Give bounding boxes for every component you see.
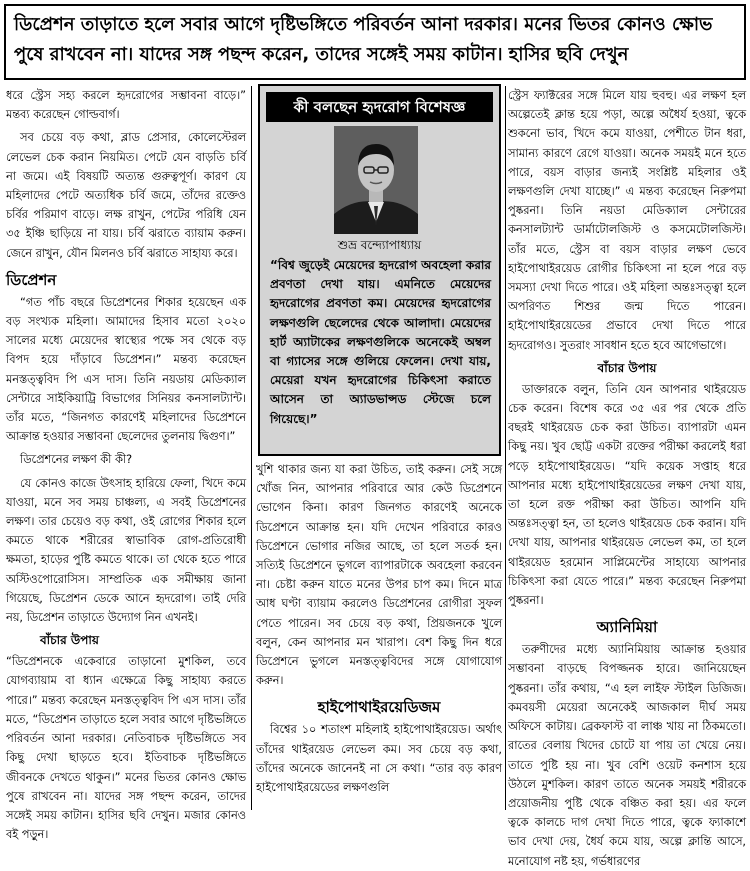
expert-quote-box: [258, 84, 501, 456]
paragraph: সব চেয়ে বড় কথা, ব্লাড প্রেসার, কোলেস্টেরল লেভেল চেক করান নিয়মিত। পেটে যেন বাড়তি চর্বি না জমে। এই বিষয়টি অত্যন্ত গুরুত্বপূর্ণ। কারণ যে মহিলাদের পেটে অত্যধিক চর্বি জমে, তাঁদের রক্তেও চর্বির পরিমাণ বাড়ে। লক্ষ রাখুন, পেটের পরিধি যেন ৩৫ ইঞ্চি ছাড়িয়ে না যায়। চর্বি ঝরাতে ব্যায়াম করুন। জেনে রাখুন, যৌন মিলনও চর্বি ঝরাতে সাহায্য করে।: [6, 131, 246, 260]
headline-banner: ডিপ্রেশন তাড়াতে হলে সবার আগে দৃষ্টিভঙ্গিতে পরিবর্তন আনা দরকার। মনের ভিতর কোনও ক্ষোভ পুষে রাখবেন না। যাদের সঙ্গ পছন্দ করেন, তাদের সঙ্গেই সময় কাটান। হাসির ছবি দেখুন: [4, 4, 746, 80]
section-heading-hypothyroidism: হাইপোথাইরয়েডিজম: [317, 698, 441, 717]
question-line: ডিপ্রেশনের লক্ষণ কী কী?: [20, 453, 133, 467]
column-divider: [505, 86, 506, 810]
expert-photo: [334, 126, 418, 234]
paragraph: স্ট্রেস ফ্যাক্টরের সঙ্গে মিলে যায় হুবহু। এর লক্ষণ হল অল্পেতেই ক্লান্ত হয়ে পড়া, অল্পে অধৈর্য হওয়া, ত্বকে শুকনো ভাব, খিদে কমে যাওয়া, পেশীতে টান ধরা, সামান্য কারণে রেগে যাওয়া। অনেক সময়ই মনে হতে পারে, বয়স বাড়ার জন্যই সংশ্লিষ্ট মহিলার ওই লক্ষণগুলি দেখা যাচ্ছে।” এ মন্তব্য করেছেন নিরুপমা পুষ্করনা। তিনি নয়ডা মেডিক্যাল সেন্টারের কনসালট্যান্ট ডার্মাটোলজিস্ট ও কসমেটোলজিস্ট। তাঁর মতে, স্ট্রেস বা বয়স বাড়ার লক্ষণ ভেবে হাইপোথাইরয়েড রোগীর চিকিৎসা না হলে পরে বড় সমস্যা দেখা দিতে পারে। ওই মহিলা অন্তঃসত্ত্বা হলে অপরিণত শিশুর জন্ম দিতে পারেন। হাইপোথাইরয়েডের প্রভাবে দেখা দিতে পারে হৃদরোগও। সুতরাং সাবধান হতে হবে আগেভাগে।: [508, 89, 746, 352]
paragraph: ডাক্তারকে বলুন, তিনি যেন আপনার থাইরয়েড চেক করেন। বিশেষ করে ৩৫ এর পর থেকে প্রতি বছরই থাইরয়েড চেক করা উচিত। ব্যাপারটা এমন কিছু নয়। খুব ছোট্ট একটা রক্তের পরীক্ষা করলেই ধরা পড়ে হাইপোথাইরয়েড। “যদি কয়েক সপ্তাহ ধরে আপনার মধ্যে হাইপোথাইরয়েডের লক্ষণ দেখা যায়, তা হলে রক্ত পরীক্ষা করা উচিত। আপনি যদি অন্তঃসত্ত্বা হন, তা হলেও থাইরয়েড চেক করান। যদি দেখা যায়, আপনার থাইরয়েড লেভেল কম, তা হলে থাইরয়েড হরমোন সাপ্লিমেন্টের সাহায্যে আপনার চিকিৎসা করা যেতে পারে।” মন্তব্য করেছেন নিরুপমা পুষ্করনা।: [508, 382, 746, 608]
paragraph: “গত পাঁচ বছরে ডিপ্রেশনের শিকার হয়েছেন এক বড় সংখ্যক মহিলা। আমাদের হিসাব মতো ২০২০ সালের মধ্যে মেয়েদের স্বাস্থ্যের পক্ষে সব থেকে বড় বিপদ হয়ে দাঁড়াবে ডিপ্রেশন।” মন্তব্য করেছেন মনস্তত্ত্ববিদ পি এস দাস। তিনি নয়ডায় মেডিক্যাল সেন্টারে সাইকিয়াট্রি বিভাগের সিনিয়র কনসালট্যান্ট। তাঁর মতে, “জিনগত কারণেই মহিলাদের ডিপ্রেশনে আক্রান্ত হওয়ার সম্ভাবনা ছেলেদের তুলনায় দ্বিগুণ।”: [6, 295, 246, 444]
paragraph: তরুণীদের মধ্যে অ্যানিমিয়ায় আক্রান্ত হওয়ার সম্ভাবনা বাড়ছে বিপজ্জনক হারে। জানিয়েছেন পুষ্করনা। তাঁর কথায়, “এ হল লাইফ স্টাইল ডিজিজ। কমবয়সী মেয়েরা অনেকেই আজকাল দীর্ঘ সময় অফিসে কাটায়। ব্রেকফাস্ট বা লাঞ্চ খায় না ঠিকমতো। রাতের বেলায় খিদের চোটে যা পায় তা খেয়ে নেয়। তাতে পুষ্টি হয় না। খুব বেশি ওয়েট কনশাস হয়ে উঠলে মুশকিল। কারণ তাতে অনেক সময়ই শরীরকে প্রয়োজনীয় পুষ্টি থেকে বঞ্চিত করা হয়। এর ফলে ত্বকে কালচে দাগ দেখা দিতে পারে, ত্বকে ফ্যাকাশে ভাব দেখা দেয়, ধৈর্য কমে যায়, অল্পে ক্লান্তি আসে, মনোযোগ নষ্ট হয়, গর্ভধারণের: [508, 643, 746, 868]
paragraph: যে কোনও কাজে উৎসাহ হারিয়ে ফেলা, খিদে কমে যাওয়া, মনে সব সময় চাঞ্চল্য, এ সবই ডিপ্রেশনের লক্ষণ। তার চেয়েও বড় কথা, ওই রোগের শিকার হলে কমতে থাকে শরীরের স্বাভাবিক রোগ-প্রতিরোধী ক্ষমতা, হাড়ের পুষ্টি কমতে থাকে। তা থেকে হতে পারে অস্টিওপোরোসিস। সাম্প্রতিক এক সমীক্ষায় জানা গিয়েছে, ডিপ্রেশন ডেকে আনে হৃদরোগ। তাই দেরি নয়, ডিপ্রেশন তাড়াতে উদ্যোগ নিন এখনই।: [6, 476, 246, 625]
column-divider: [251, 86, 252, 810]
paragraph: বিশ্বের ১০ শতাংশ মহিলাই হাইপোথাইরয়েড। অর্থাৎ তাঁদের থাইরয়েড লেভেল কম। সব চেয়ে বড় কথা, তাঁদের অনেকে জানেনই না সে কথা। “তার বড় কারণ হাইপোথাইরয়েডের লক্ষণগুলি: [256, 723, 502, 795]
subheading-remedy: বাঁচার উপায়: [40, 633, 99, 648]
subheading-remedy: বাঁচার উপায়: [597, 360, 657, 375]
section-heading-anemia: অ্যানিমিয়া: [596, 618, 658, 637]
paragraph: ধরে স্ট্রেস সহ্য করলে হৃদরোগের সম্ভাবনা বাড়ে।” মন্তব্য করেছেন গোল্ডবার্গ।: [6, 89, 246, 122]
expert-box-title: কী বলছেন হৃদরোগ বিশেষজ্ঞ: [266, 92, 493, 122]
article-column-3: [508, 86, 746, 868]
article-column-2: [256, 460, 502, 810]
paragraph: খুশি থাকার জন্য যা করা উচিত, তাই করুন। সেই সঙ্গে খোঁজ নিন, আপনার পরিবারে আর কেউ ডিপ্রেশনে ভোগেন কিনা। কারণ জিনগত কারণেই অনেকে ডিপ্রেশনে আক্রান্ত হন। যদি দেখেন পরিবারে কারও ডিপ্রেশনে ভোগার নজির আছে, তা হলে সতর্ক হন। সত্যিই ডিপ্রেশনে ভুগলে ব্যাপারটাকে অবহেলা করবেন না। চেষ্টা করুন যাতে মনের উপর চাপ কম। দিনে মাত্র আধ ঘণ্টা ব্যায়াম করলেও ডিপ্রেশনের রোগীরা সুফল পেতে পারেন। সব চেয়ে বড় কথা, প্রিয়জনকে খুলে বলুন, কেন আপনার মন খারাপ। বেশ কিছু দিন ধরে ডিপ্রেশনে ভুগলে মনস্তত্ত্ববিদের সঙ্গে যোগাযোগ করুন।: [256, 463, 502, 688]
article-column-1: [6, 86, 246, 842]
expert-name: শুভ্র বন্দ্যোপাধ্যায়: [337, 238, 422, 252]
paragraph: “ডিপ্রেশনকে একেবারে তাড়ানো মুশকিল, তবে যোগব্যায়াম বা ধ্যান এক্ষেত্রে কিছু সাহায্য করতে পারে।” মন্তব্য করেছেন মনস্তত্ত্ববিদ পি এস দাস। তাঁর মতে, “ডিপ্রেশন তাড়াতে হলে সবার আগে দৃষ্টিভঙ্গিতে পরিবর্তন আনা দরকার। নেতিবাচক দৃষ্টিভঙ্গিতে সব কিছু দেখা ছাড়তে হবে। ইতিবাচক দৃষ্টিভঙ্গিতে জীবনকে দেখতে থাকুন।” মনের ভিতর কোনও ক্ষোভ পুষে রাখবেন না। যাদের সঙ্গ পছন্দ করেন, তাদের সঙ্গেই সময় কাটান। হাসির ছবি দেখুন। মজার কোনও বই পড়ুন।: [6, 655, 246, 842]
section-heading-depression: ডিপ্রেশন: [6, 270, 57, 289]
portrait-image: [334, 126, 418, 234]
expert-quote: “বিশ্ব জুড়েই মেয়েদের হৃদরোগ অবহেলা করার প্রবণতা দেখা যায়। এমনিতে মেয়েদের হৃদরোগের প্রবণতা কম। মেয়েদের হৃদরোগের লক্ষণগুলি ছেলেদের থেকে আলাদা। মেয়েদের হার্ট অ্যাটাকের লক্ষণগুলিকে অনেকেই অম্বল বা গ্যাসের সঙ্গে গুলিয়ে ফেলেন। দেখা যায়, মেয়েরা যখন হৃদরোগের চিকিৎসা করাতে আসেন তা অ্যাডভান্সড স্টেজে চলে গিয়েছে।”: [270, 258, 491, 426]
